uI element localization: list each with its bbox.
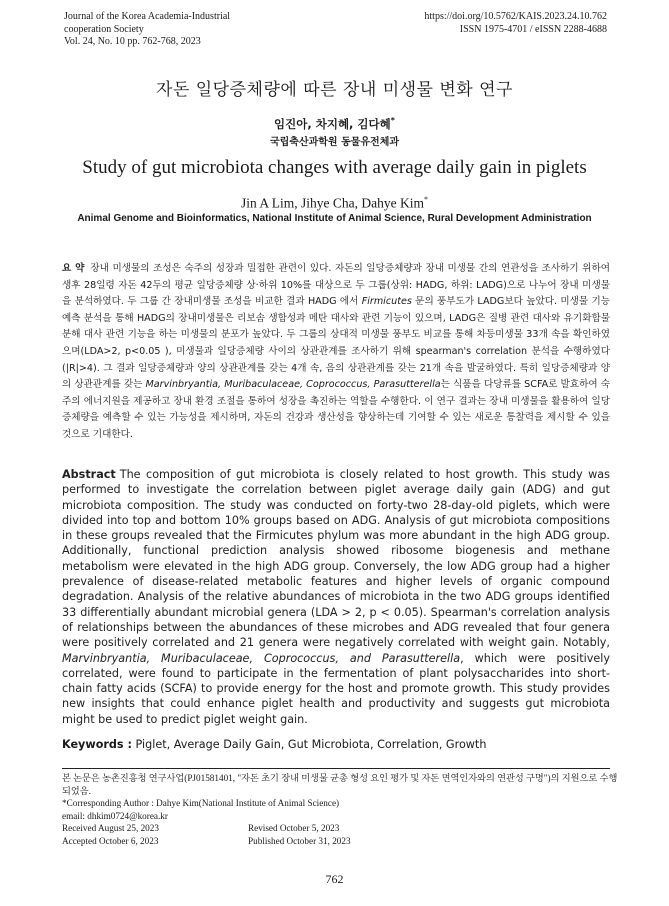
- english-abstract-text-2: , which were positively correlated, were found to participate in the fermentation of plant polysaccharides into short-chain fatty acids (SCFA) to provide energy for the host and promote growth. This study provides new insights that could enhance piglet health and productivity and suggests gut microbiota might be used to predict piglet weight gain.: [62, 651, 610, 726]
- journal-header: [64, 11, 230, 49]
- page-number: 762: [325, 872, 344, 886]
- korean-abstract: [62, 261, 610, 444]
- korean-abstract-italic-2: Marvinbryantia, Muribaculaceae, Coprococcus, Parasutterella: [145, 379, 441, 391]
- dates-row-1: [62, 822, 622, 835]
- issn: ISSN 1975-4701 / eISSN 2288-4688: [459, 23, 607, 35]
- korean-title: 자돈 일당증체량에 따른 장내 미생물 변화 연구: [156, 80, 513, 100]
- english-affiliation: Animal Genome and Bioinformatics, National Institute of Animal Science, Rural Development Administration: [77, 213, 592, 224]
- english-abstract-label: Abstract: [62, 468, 116, 481]
- corresponding-author: *Corresponding Author : Dahye Kim(National Institute of Animal Science): [62, 798, 340, 809]
- footnote: [62, 772, 622, 848]
- english-abstract-italic-1: Marvinbryantia, Muribaculaceae, Coprococcus, and Parasutterella: [62, 651, 461, 665]
- footnote-divider: [62, 768, 610, 769]
- korean-authors: [0, 116, 669, 132]
- english-author-names: Jin A Lim, Jihye Cha, Dahye Kim: [241, 195, 424, 211]
- korean-affiliation: 국립축산과학원 동물유전체과: [269, 137, 400, 148]
- korean-abstract-italic-1: Firmicutes: [361, 296, 412, 308]
- english-abstract: [62, 467, 610, 727]
- keywords-label: Keywords :: [62, 738, 132, 751]
- accepted-date: Accepted October 6, 2023: [62, 835, 159, 846]
- korean-author-names: 임진아, 차지혜, 김다혜: [274, 117, 391, 131]
- doi-header: [424, 11, 607, 36]
- korean-abstract-text-2: 문의 풍부도가 LADG보다 높았다. 미생물 기능 예측 분석을 통해 HADG의 장내미생물은 리보솜 생합성과 메탄 대사와 관련 기능이 있으며, LADG은 질병 관련 대사와 유기화합물 분해 대사 관련 기능을 하는 미생물의 분포가 높았다. 두 그룹의 상대적 미생물 풍부도 비교를 통해 차등미생물 33개 속을 확인하였으며(LDA>2, p<0.05 ), 미생물과 일당증체량 사이의 상관관계를 조사하기 위해 spearman's correlation 분석을 수행하였다(|R|>4). 그 결과 일당증체량과 양의 상관관계를 갖는 4개 속, 음의 상관관계를 갖는 21개 속을 발굴하였다. 특히 일당증체량과 양의 상관관계를 갖는: [62, 296, 610, 391]
- korean-abstract-text-1: 장내 미생물의 조성은 숙주의 성장과 밀접한 관련이 있다. 자돈의 일당증체량과 장내 미생물 간의 연관성을 조사하기 위하여 생후 28일령 자돈 42두의 평균 일당증체량 상·하위 10%를 대상으로 두 그룹(상위: HADG, 하위: LADG)으로 나누어 장내 미생물을 분석하였다. 두 그룹 간 장내미생물 조성을 비교한 결과 HADG 에서: [62, 263, 610, 308]
- corresponding-mark: *: [424, 195, 428, 204]
- english-authors: [0, 195, 669, 212]
- corresponding-mark: *: [390, 116, 395, 126]
- journal-name-line2: cooperation Society: [64, 23, 144, 35]
- english-abstract-text-1: The composition of gut microbiota is closely related to host growth. This study was performed to investigate the correlation between piglet average daily gain (ADG) and gut microbiota composition. The study was conducted on forty-two 28-day-old piglets, which were divided into top and bottom 10% groups based on ADG. Analysis of gut microbiota compositions in these groups revealed that the Firmicutes phylum was more abundant in the high ADG group. Additionally, functional prediction analysis showed ribosome biogenesis and methane metabolism were elevated in the high ADG group. Conversely, the low ADG group had a higher prevalence of disease-related metabolic features and higher levels of organic compound degradation. Analysis of the relative abundances of microbiota in the two ADG groups identified 33 differentially abundant microbial genera (LDA > 2, p < 0.05). Spearman's correlation analysis of relationships between the abundances of these microbes and ADG revealed that four genera were positively correlated and 21 genera were negatively correlated with weight gain. Notably,: [62, 468, 610, 650]
- received-date: Received August 25, 2023: [62, 823, 159, 834]
- journal-name-line1: Journal of the Korea Academia-Industrial: [64, 11, 231, 22]
- keywords: [62, 738, 610, 751]
- revised-date: Revised October 5, 2023: [248, 823, 340, 834]
- funding-note: 본 논문은 농촌진흥청 연구사업(PJ01581401, "자돈 초기 장내 미생물 균총 형성 요인 평가 및 자돈 면역인자와의 연관성 구명")의 지원으로 수행되었음.: [62, 773, 618, 796]
- journal-volume: Vol. 24, No. 10 pp. 762-768, 2023: [64, 36, 201, 47]
- dates-row-2: [62, 835, 622, 848]
- korean-abstract-text-3: 는 식품을 다당류를 SCFA로 발효하여 숙주의 에너지원을 제공하고 장내 환경 조절을 통하여 성장을 촉진하는 역할을 수행한다. 이 연구 결과는 장내 미생물을 활용하여 일당증체량을 예측할 수 있는 가능성을 제시하며, 자돈의 건강과 생산성을 향상하는데 기여할 수 있는 새로운 통찰력을 제시할 수 있을 것으로 기대한다.: [62, 379, 610, 440]
- korean-abstract-label: 요 약: [62, 263, 85, 274]
- keywords-text: Piglet, Average Daily Gain, Gut Microbiota, Correlation, Growth: [135, 738, 487, 751]
- author-email[interactable]: email: dhkim0724@korea.kr: [62, 810, 168, 821]
- english-title: Study of gut microbiota changes with average daily gain in piglets: [82, 157, 587, 178]
- published-date: Published October 31, 2023: [248, 835, 351, 846]
- doi-link[interactable]: https://doi.org/10.5762/KAIS.2023.24.10.762: [424, 11, 607, 22]
